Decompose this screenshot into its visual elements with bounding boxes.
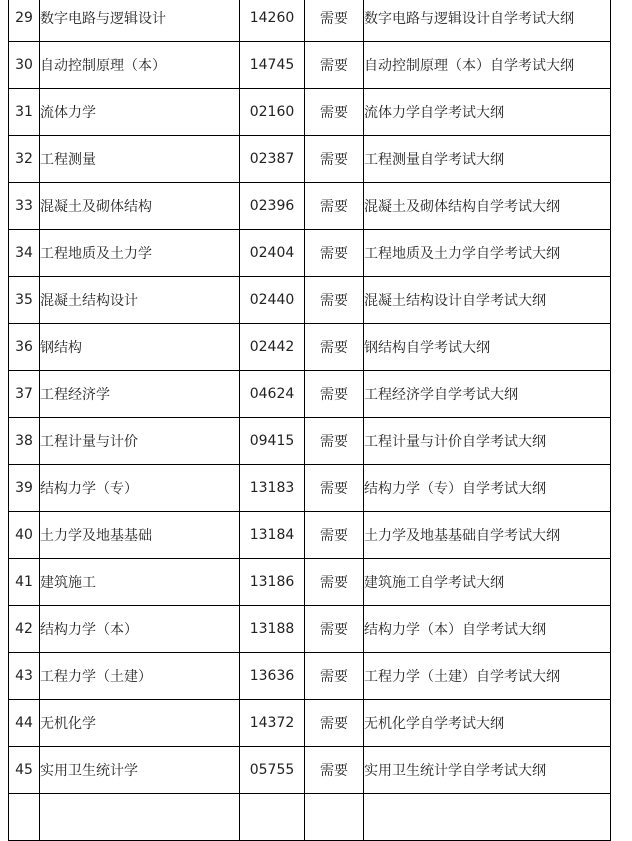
course-code-cell: 14372 [240,700,305,747]
course-code-cell: 13188 [240,606,305,653]
row-number-cell: 30 [9,42,40,89]
outline-cell: 无机化学自学考试大纲 [364,700,611,747]
required-cell: 需要 [305,606,364,653]
required-cell: 需要 [305,0,364,42]
outline-cell: 工程地质及土力学自学考试大纲 [364,230,611,277]
course-code-cell: 02404 [240,230,305,277]
table-row [9,0,611,42]
table-row [9,653,611,700]
required-cell: 需要 [305,700,364,747]
row-number-cell: 37 [9,371,40,418]
required-cell: 需要 [305,42,364,89]
course-code-cell [240,794,305,841]
table-row [9,371,611,418]
course-name-cell: 土力学及地基基础 [40,512,240,559]
course-name-cell: 自动控制原理（本） [40,42,240,89]
outline-cell [364,794,611,841]
row-number-cell: 33 [9,183,40,230]
course-name-cell: 建筑施工 [40,559,240,606]
table-body [9,0,611,841]
row-number-cell: 43 [9,653,40,700]
row-number-cell: 39 [9,465,40,512]
row-number-cell: 31 [9,89,40,136]
required-cell: 需要 [305,89,364,136]
row-number-cell: 41 [9,559,40,606]
row-number-cell: 42 [9,606,40,653]
table-row [9,89,611,136]
course-name-cell: 数字电路与逻辑设计 [40,0,240,42]
required-cell: 需要 [305,747,364,794]
table-row [9,747,611,794]
course-code-cell: 13184 [240,512,305,559]
required-cell: 需要 [305,559,364,606]
course-code-cell: 13636 [240,653,305,700]
table-row [9,700,611,747]
required-cell [305,794,364,841]
outline-cell: 结构力学（本）自学考试大纲 [364,606,611,653]
table-row [9,606,611,653]
course-code-cell: 09415 [240,418,305,465]
course-code-cell: 02442 [240,324,305,371]
course-code-cell: 13183 [240,465,305,512]
table-row [9,277,611,324]
table-row [9,512,611,559]
row-number-cell: 44 [9,700,40,747]
table-row [9,465,611,512]
syllabus-table [8,0,611,841]
required-cell: 需要 [305,136,364,183]
table-row [9,136,611,183]
outline-cell: 混凝土结构设计自学考试大纲 [364,277,611,324]
required-cell: 需要 [305,512,364,559]
outline-cell: 钢结构自学考试大纲 [364,324,611,371]
table-row [9,230,611,277]
course-name-cell: 无机化学 [40,700,240,747]
outline-cell: 自动控制原理（本）自学考试大纲 [364,42,611,89]
course-code-cell: 14260 [240,0,305,42]
outline-cell: 流体力学自学考试大纲 [364,89,611,136]
row-number-cell [9,794,40,841]
row-number-cell: 36 [9,324,40,371]
course-name-cell: 工程测量 [40,136,240,183]
course-name-cell: 工程经济学 [40,371,240,418]
course-name-cell: 实用卫生统计学 [40,747,240,794]
required-cell: 需要 [305,465,364,512]
course-name-cell: 结构力学（本） [40,606,240,653]
course-name-cell [40,794,240,841]
outline-cell: 实用卫生统计学自学考试大纲 [364,747,611,794]
required-cell: 需要 [305,418,364,465]
course-name-cell: 结构力学（专） [40,465,240,512]
required-cell: 需要 [305,277,364,324]
course-name-cell: 混凝土结构设计 [40,277,240,324]
row-number-cell: 35 [9,277,40,324]
row-number-cell: 29 [9,0,40,42]
table-row [9,42,611,89]
outline-cell: 工程计量与计价自学考试大纲 [364,418,611,465]
outline-cell: 建筑施工自学考试大纲 [364,559,611,606]
table-row [9,559,611,606]
required-cell: 需要 [305,653,364,700]
course-name-cell: 工程计量与计价 [40,418,240,465]
course-name-cell: 流体力学 [40,89,240,136]
outline-cell: 工程力学（土建）自学考试大纲 [364,653,611,700]
course-code-cell: 13186 [240,559,305,606]
course-code-cell: 02160 [240,89,305,136]
table-row [9,324,611,371]
required-cell: 需要 [305,183,364,230]
course-code-cell: 14745 [240,42,305,89]
course-code-cell: 04624 [240,371,305,418]
course-name-cell: 工程地质及土力学 [40,230,240,277]
outline-cell: 数字电路与逻辑设计自学考试大纲 [364,0,611,42]
outline-cell: 结构力学（专）自学考试大纲 [364,465,611,512]
required-cell: 需要 [305,230,364,277]
row-number-cell: 32 [9,136,40,183]
row-number-cell: 40 [9,512,40,559]
outline-cell: 混凝土及砌体结构自学考试大纲 [364,183,611,230]
course-code-cell: 05755 [240,747,305,794]
table-row [9,418,611,465]
outline-cell: 工程经济学自学考试大纲 [364,371,611,418]
course-code-cell: 02396 [240,183,305,230]
course-name-cell: 混凝土及砌体结构 [40,183,240,230]
row-number-cell: 45 [9,747,40,794]
outline-cell: 土力学及地基基础自学考试大纲 [364,512,611,559]
row-number-cell: 34 [9,230,40,277]
table-row [9,794,611,841]
row-number-cell: 38 [9,418,40,465]
course-name-cell: 钢结构 [40,324,240,371]
course-code-cell: 02440 [240,277,305,324]
table-row [9,183,611,230]
required-cell: 需要 [305,371,364,418]
course-name-cell: 工程力学（土建） [40,653,240,700]
course-code-cell: 02387 [240,136,305,183]
required-cell: 需要 [305,324,364,371]
outline-cell: 工程测量自学考试大纲 [364,136,611,183]
